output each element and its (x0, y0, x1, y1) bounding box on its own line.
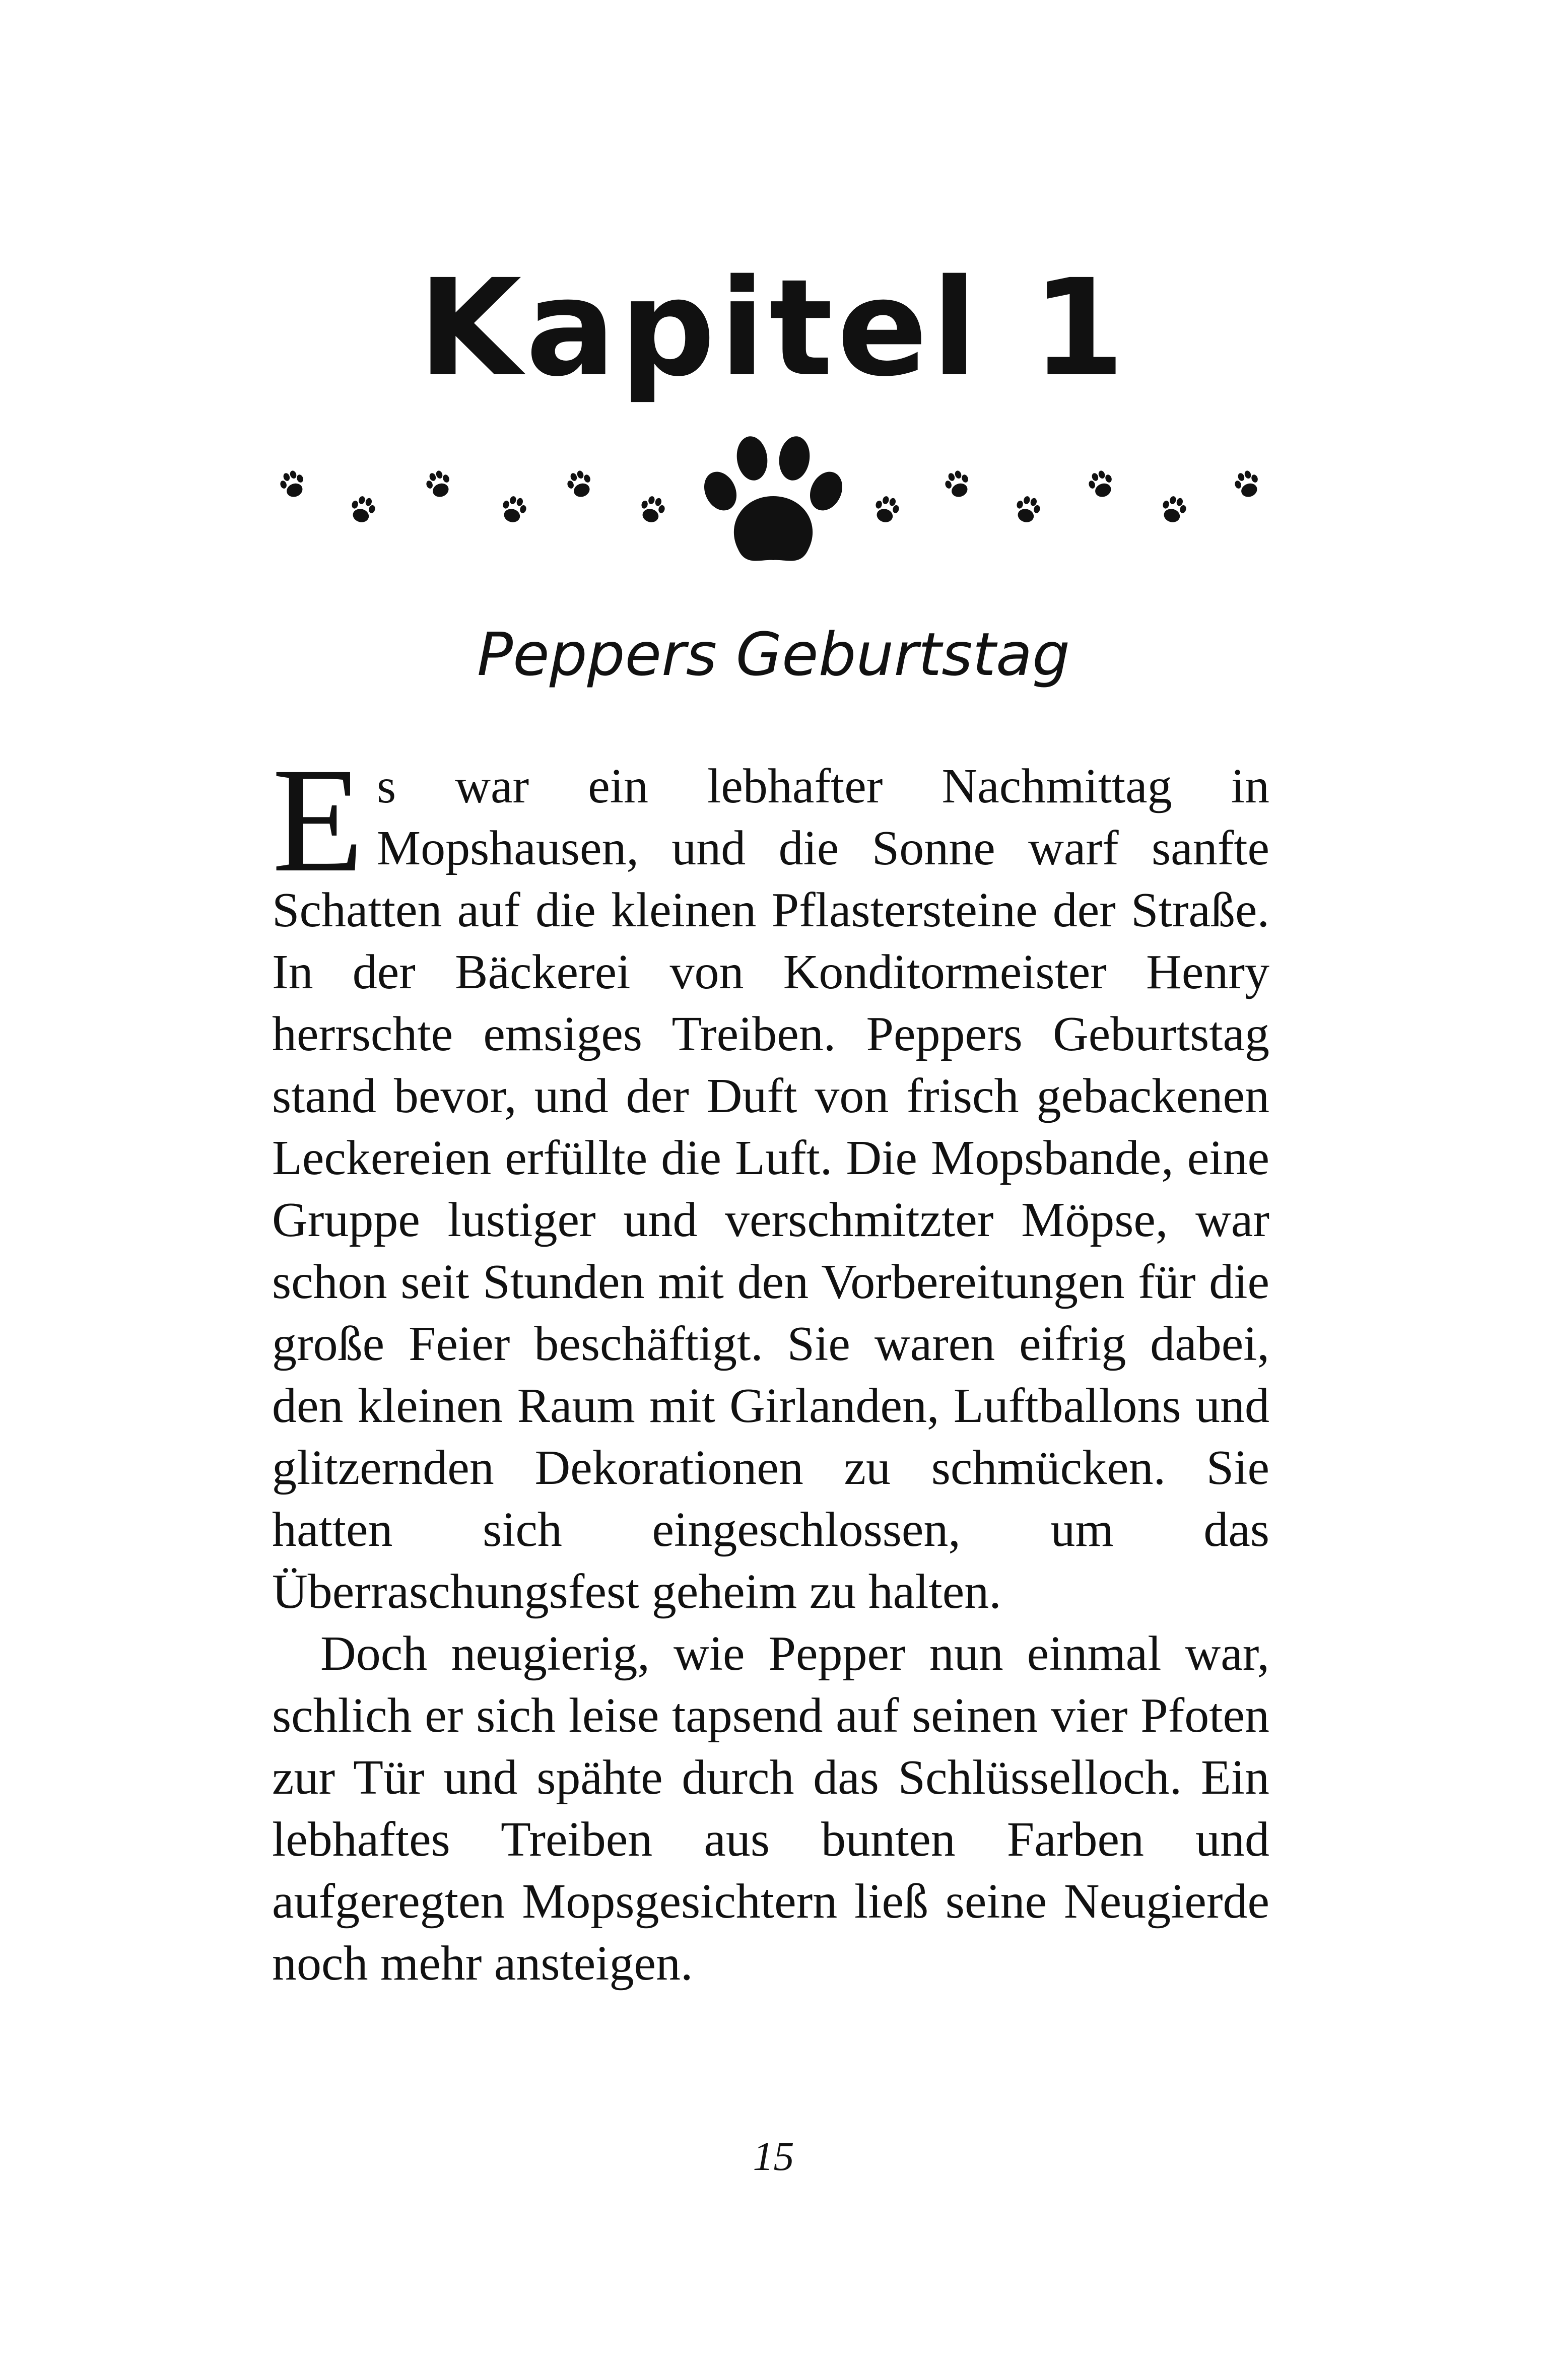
paw-small-icon (348, 494, 378, 525)
paw-small-icon (499, 494, 529, 525)
page-number: 15 (753, 2133, 794, 2179)
paw-small-icon (277, 468, 308, 500)
paw-small-icon (1232, 468, 1263, 500)
paw-small-icon (1086, 468, 1117, 500)
chapter-body (272, 737, 1269, 1995)
paw-small-icon (1159, 494, 1189, 525)
paw-small-icon (942, 468, 973, 500)
paw-small-icon (638, 494, 667, 525)
paw-print-divider (0, 433, 1547, 594)
chapter-subtitle: Peppers Geburtstag (477, 620, 1070, 689)
paw-small-icon (872, 494, 902, 525)
paw-small-icon (423, 468, 454, 500)
paw-small-icon (1013, 494, 1043, 525)
chapter-title: Kapitel 1 (418, 251, 1129, 406)
drop-cap: E (272, 737, 364, 903)
paw-small-icon (564, 468, 595, 500)
paragraph-1-text: s war ein lebhafter Nachmittag in Mopshausen, und die Sonne warf sanfte Schatten auf die kleinen Pflastersteine der Straße. In der Bäckerei von Konditormeister Henry herrschte emsiges Treiben. Peppers Geburtstag stand bevor, und der Duft von frisch gebackenen Leckereien erfüllte die Luft. Die Mopsbande, eine Gruppe lustiger und verschmitzter Möpse, war schon seit Stunden mit den Vorbereitungen für die große Feier beschäftigt. Sie waren eifrig dabei, den kleinen Raum mit Girlanden, Luftballons und glitzernden Dekorationen zu schmücken. Sie hatten sich eingeschlossen, um das Überraschungsfest geheim zu halten. (272, 759, 1269, 1619)
paw-large-icon (698, 434, 848, 561)
paragraph-1 (272, 737, 1269, 1623)
paragraph-2: Doch neugierig, wie Pepper nun einmal war, schlich er sich leise tapsend auf seinen vier Pfoten zur Tür und spähte durch das Schlüsselloch. Ein lebhaftes Treiben aus bunten Farben und aufgeregten Mopsgesichtern ließ seine Neugierde noch mehr ansteigen. (272, 1626, 1269, 1991)
